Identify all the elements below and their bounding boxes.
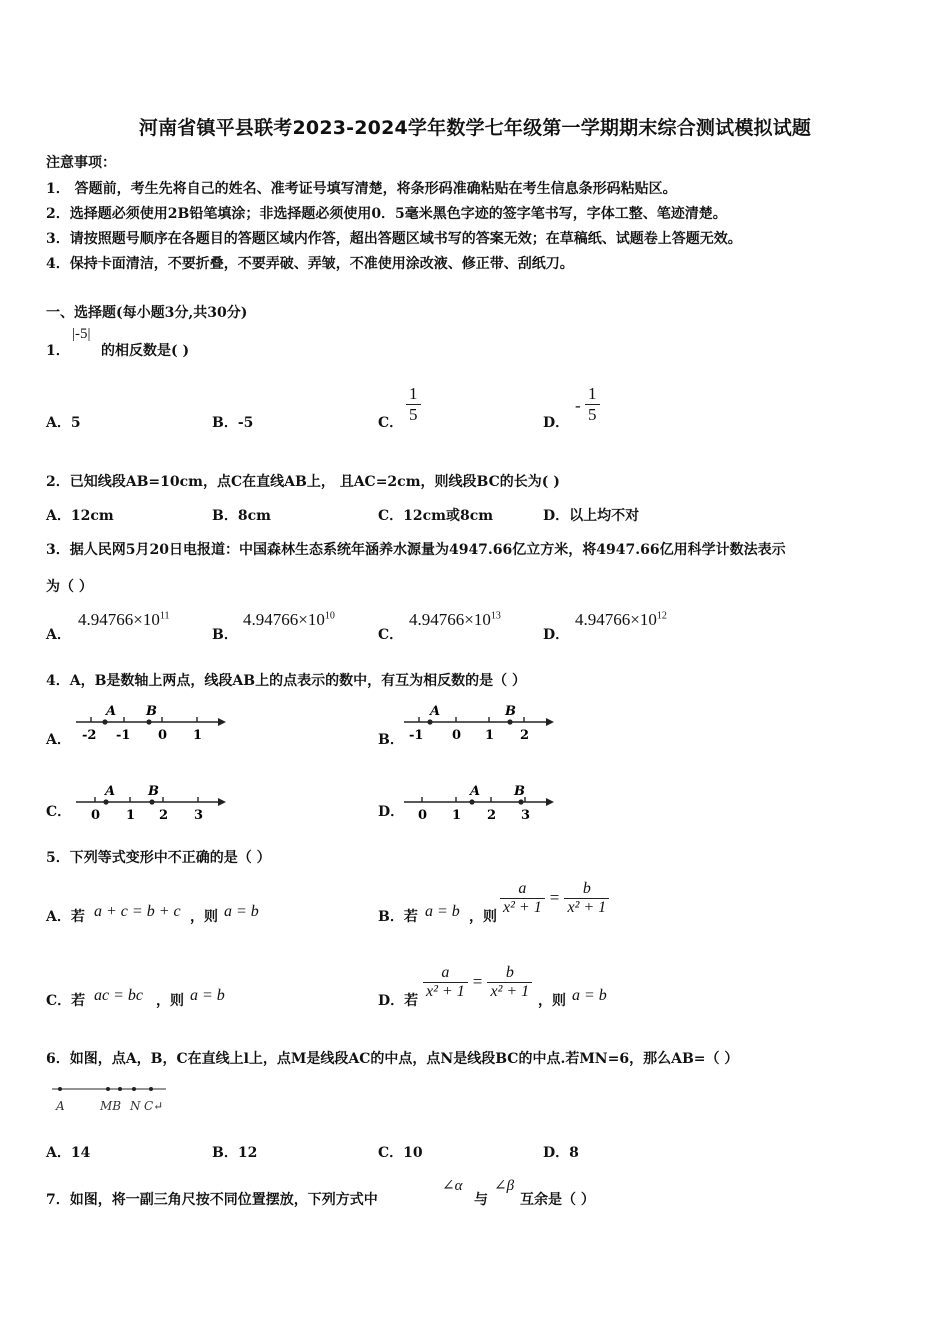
q1-option-d-minus: - xyxy=(575,396,581,415)
page-title: 河南省镇平县联考2023-2024学年数学七年级第一学期期末综合测试模拟试题 xyxy=(138,117,812,139)
q4-a-tick-2: -1 xyxy=(116,728,131,743)
q5-option-d-result: a = b xyxy=(572,987,607,1004)
q7-text-c: 互余是（ ） xyxy=(520,1192,595,1208)
q5-option-d-equation: $\frac{a}{\text{x² + 1}}$ = $\frac{b}{\text{x² + 1}}$ xyxy=(423,964,532,1001)
q4-b-tick-4: 2 xyxy=(520,728,530,743)
q5-option-a-then: ，则 xyxy=(190,909,218,925)
q5-option-a-label: A．若 xyxy=(46,909,85,925)
q5-option-b-equation: $\frac{a}{\text{x² + 1}}$ = $\frac{b}{\text{x² + 1}}$ xyxy=(500,880,609,917)
q3-option-d-label: D． xyxy=(543,627,570,643)
q4-d-point-b: B xyxy=(514,784,525,799)
q7-text-b: 与 xyxy=(474,1192,488,1208)
q1-option-c: C． xyxy=(378,415,404,431)
q1-option-b: B．-5 xyxy=(212,415,254,431)
q4-option-d-number-line xyxy=(400,782,555,824)
q3-option-c: $4.94766\times 10^{13}$ xyxy=(409,610,501,629)
q7-alpha: ∠α xyxy=(442,1178,463,1194)
q3-option-c-label: C． xyxy=(378,627,404,643)
q4-c-point-a: A xyxy=(105,784,116,799)
q4-option-a-number-line xyxy=(72,702,227,744)
q4-a-tick-4: 1 xyxy=(193,728,203,743)
q1-text: 的相反数是( ) xyxy=(101,343,190,359)
q4-d-tick-1: 0 xyxy=(418,808,428,823)
q6-option-a: A．14 xyxy=(46,1145,91,1161)
q4-b-tick-3: 1 xyxy=(485,728,495,743)
q1-option-d: D． xyxy=(543,415,570,431)
q4-a-point-b: B xyxy=(146,704,157,719)
q3-option-a-label: A． xyxy=(46,627,71,643)
q4-b-point-a: A xyxy=(430,704,441,719)
q4-d-tick-3: 2 xyxy=(487,808,497,823)
q4-option-b-label: B． xyxy=(378,732,404,748)
q4-a-tick-3: 0 xyxy=(158,728,168,743)
q7-beta: ∠β xyxy=(494,1178,515,1194)
q4-option-b-number-line xyxy=(400,702,555,744)
q5-option-a-expr: a + c = b + c xyxy=(94,903,181,920)
q4-a-tick-1: -2 xyxy=(82,728,97,743)
q3-text-line1: 3．据人民网5月20日电报道：中国森林生态系统年涵养水源量为4947.66亿立方米，将4947.66亿用科学计数法表示 xyxy=(46,542,786,558)
q3-text-line2: 为（ ） xyxy=(46,579,93,595)
q3-option-b-label: B． xyxy=(212,627,238,643)
q1-option-d-fraction: $\frac{1}{5}$ xyxy=(585,384,600,425)
q1-option-a: A．5 xyxy=(46,415,81,431)
q4-c-tick-3: 2 xyxy=(159,808,169,823)
q2-option-c: C．12cm或8cm xyxy=(378,508,494,524)
q6-fig-label-c: C↵ xyxy=(144,1099,164,1113)
q6-option-d: D．8 xyxy=(543,1145,579,1161)
q5-option-b-expr: a = b xyxy=(425,903,460,920)
q4-c-point-b: B xyxy=(148,784,159,799)
q4-c-tick-1: 0 xyxy=(91,808,101,823)
q4-b-tick-2: 0 xyxy=(452,728,462,743)
q4-text: 4．A，B是数轴上两点，线段AB上的点表示的数中，有互为相反数的是（ ） xyxy=(46,673,527,689)
q4-d-tick-4: 3 xyxy=(521,808,531,823)
q4-d-tick-2: 1 xyxy=(452,808,462,823)
q4-c-tick-2: 1 xyxy=(126,808,136,823)
q5-option-d-label: D．若 xyxy=(378,993,419,1009)
q4-option-c-label: C． xyxy=(46,804,72,820)
notice-item-2: 2．选择题必须使用2B铅笔填涂；非选择题必须使用0．5毫米黑色字迹的签字笔书写，字体工整、笔迹清楚。 xyxy=(46,206,727,222)
q4-d-point-a: A xyxy=(470,784,481,799)
q4-c-tick-4: 3 xyxy=(194,808,204,823)
q3-option-b: $4.94766\times 10^{10}$ xyxy=(243,610,335,629)
q6-fig-label-n: N xyxy=(130,1099,141,1113)
q3-option-d: $4.94766\times 10^{12}$ xyxy=(575,610,667,629)
q5-option-c-result: a = b xyxy=(190,987,225,1004)
q5-option-b-label: B．若 xyxy=(378,909,418,925)
q3-option-a: $4.94766\times 10^{11}$ xyxy=(78,610,170,629)
q5-option-a-result: a = b xyxy=(224,903,259,920)
q4-a-point-a: A xyxy=(106,704,117,719)
q4-b-point-b: B xyxy=(505,704,516,719)
q5-option-c-expr: ac = bc xyxy=(94,987,143,1004)
q2-option-d: D．以上均不对 xyxy=(543,508,640,524)
q5-text: 5．下列等式变形中不正确的是（ ） xyxy=(46,850,271,866)
q6-option-c: C．10 xyxy=(378,1145,423,1161)
q2-option-b: B．8cm xyxy=(212,508,271,524)
q1-number: 1． xyxy=(46,343,70,359)
q5-option-b-then: ，则 xyxy=(469,909,497,925)
q5-option-d-then: ，则 xyxy=(538,993,566,1009)
q4-option-c-number-line xyxy=(72,782,227,824)
notice-item-3: 3．请按照题号顺序在各题目的答题区域内作答，超出答题区域书写的答案无效；在草稿纸、试题卷上答题无效。 xyxy=(46,231,742,247)
q6-text: 6．如图，点A，B，C在直线上l上，点M是线段AC的中点，点N是线段BC的中点.若MN=6，那么AB=（ ） xyxy=(46,1051,739,1067)
q5-option-c-then: ，则 xyxy=(156,993,184,1009)
section-heading: 一、选择题(每小题3分,共30分) xyxy=(46,305,248,321)
q6-option-b: B．12 xyxy=(212,1145,258,1161)
q1-option-c-fraction: $\frac{1}{5}$ xyxy=(406,384,421,425)
notice-item-1: 1． 答题前，考生先将自己的姓名、准考证号填写清楚，将条形码准确粘贴在考生信息条形码粘贴区。 xyxy=(46,181,677,197)
q2-text: 2．已知线段AB=10cm，点C在直线AB上， 且AC=2cm，则线段BC的长为( ) xyxy=(46,474,560,490)
q2-option-a: A．12cm xyxy=(46,508,114,524)
q7-text-a: 7．如图，将一副三角尺按不同位置摆放，下列方式中 xyxy=(46,1192,378,1208)
q5-option-c-label: C．若 xyxy=(46,993,86,1009)
q4-b-tick-1: -1 xyxy=(409,728,424,743)
q1-abs-expr: |-5| xyxy=(72,326,91,342)
q6-fig-label-a: A xyxy=(56,1099,65,1113)
q6-figure xyxy=(48,1080,178,1114)
q6-fig-label-mb: MB xyxy=(100,1099,122,1113)
q4-option-d-label: D． xyxy=(378,804,405,820)
notice-heading: 注意事项： xyxy=(46,155,116,171)
notice-item-4: 4．保持卡面清洁，不要折叠，不要弄破、弄皱，不准使用涂改液、修正带、刮纸刀。 xyxy=(46,256,574,272)
q4-option-a-label: A． xyxy=(46,732,71,748)
